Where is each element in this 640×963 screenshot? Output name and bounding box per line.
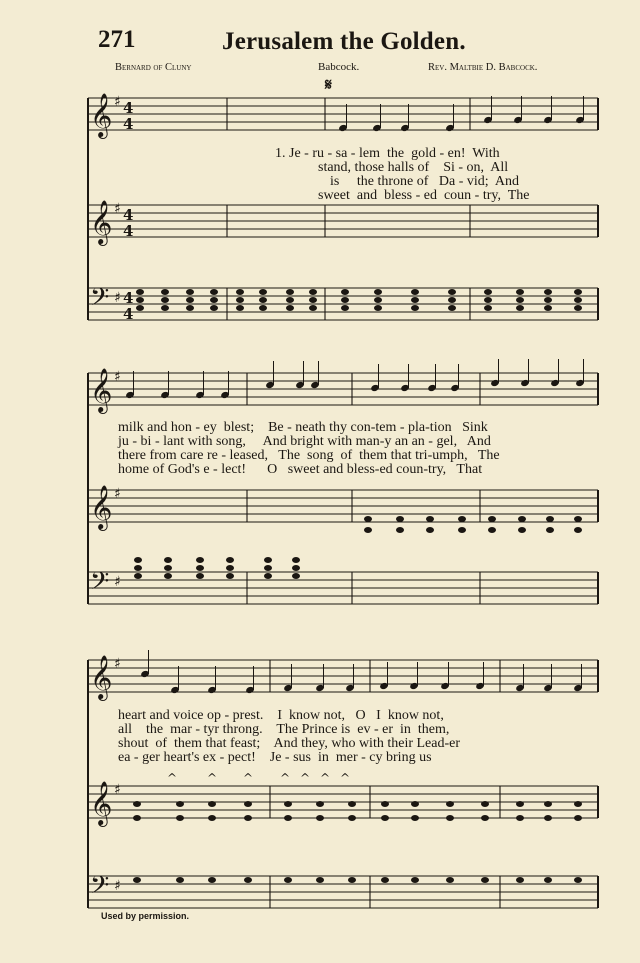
alto-note bbox=[208, 815, 216, 821]
chord-note bbox=[574, 289, 582, 295]
composer-credit: Rev. Maltbie D. Babcock. bbox=[428, 62, 538, 73]
alto-note bbox=[518, 527, 526, 533]
chord-note bbox=[259, 297, 267, 303]
chord-note bbox=[411, 305, 419, 311]
fermata-icon: ^ bbox=[320, 771, 331, 785]
alto-note bbox=[574, 815, 582, 821]
bass-note bbox=[208, 877, 216, 883]
chord-note bbox=[186, 305, 194, 311]
alto-note bbox=[348, 815, 356, 821]
lyric-line: home of God's e - lect! O sweet and bless-ed coun-try, That bbox=[118, 462, 483, 477]
chord-note bbox=[341, 305, 349, 311]
sharp-icon: ♯ bbox=[114, 878, 121, 894]
alto-note bbox=[316, 801, 324, 807]
alto-note bbox=[446, 801, 454, 807]
alto-note bbox=[284, 801, 292, 807]
sharp-icon: ♯ bbox=[114, 486, 121, 502]
alto-note bbox=[516, 815, 524, 821]
fermata-icon: ^ bbox=[207, 771, 218, 785]
bass-note bbox=[446, 877, 454, 883]
lyric-line: milk and hon - ey blest; Be - neath thy con-tem - pla-tion Sink bbox=[118, 420, 488, 435]
alto-note bbox=[446, 815, 454, 821]
time-signature: 4 bbox=[123, 289, 134, 307]
lyric-line: heart and voice op - prest. I know not, O I know not, bbox=[118, 708, 444, 723]
alto-note bbox=[426, 516, 434, 522]
bass-note bbox=[411, 877, 419, 883]
treble-clef-icon: 𝄞 bbox=[90, 93, 113, 137]
chord-note bbox=[309, 305, 317, 311]
treble-clef-icon: 𝄞 bbox=[90, 200, 113, 244]
chord-note bbox=[161, 305, 169, 311]
sharp-icon: ♯ bbox=[114, 290, 121, 306]
tune-name: Babcock. bbox=[318, 61, 360, 73]
author-credit: Bernard of Cluny bbox=[115, 62, 192, 73]
alto-note bbox=[458, 516, 466, 522]
bass-note bbox=[516, 877, 524, 883]
chord-note bbox=[544, 297, 552, 303]
chord-note bbox=[309, 297, 317, 303]
chord-note bbox=[286, 305, 294, 311]
lyric-line: is the throne of Da - vid; And bbox=[330, 174, 519, 189]
time-signature: 4 bbox=[123, 305, 134, 323]
chord-note bbox=[544, 289, 552, 295]
bass-note bbox=[481, 877, 489, 883]
chord-note bbox=[164, 565, 172, 571]
chord-note bbox=[341, 289, 349, 295]
chord-note bbox=[574, 305, 582, 311]
alto-note bbox=[544, 801, 552, 807]
chord-note bbox=[292, 557, 300, 563]
chord-note bbox=[286, 289, 294, 295]
chord-note bbox=[264, 573, 272, 579]
permission-note: Used by permission. bbox=[101, 911, 190, 921]
fermata-icon: ^ bbox=[340, 771, 351, 785]
chord-note bbox=[448, 289, 456, 295]
chord-note bbox=[226, 573, 234, 579]
alto-note bbox=[208, 801, 216, 807]
alto-note bbox=[284, 815, 292, 821]
bass-note bbox=[316, 877, 324, 883]
alto-note bbox=[574, 801, 582, 807]
chord-note bbox=[309, 289, 317, 295]
bass-note bbox=[284, 877, 292, 883]
alto-note bbox=[426, 527, 434, 533]
bass-clef-icon: 𝄢 bbox=[90, 871, 110, 906]
treble-clef-icon: 𝄞 bbox=[90, 485, 113, 529]
fermata-icon: ^ bbox=[280, 771, 291, 785]
chord-note bbox=[259, 305, 267, 311]
time-signature: 4 bbox=[123, 115, 134, 133]
chord-note bbox=[236, 305, 244, 311]
chord-note bbox=[236, 297, 244, 303]
alto-note bbox=[133, 801, 141, 807]
alto-note bbox=[544, 815, 552, 821]
bass-note bbox=[348, 877, 356, 883]
chord-note bbox=[236, 289, 244, 295]
chord-note bbox=[574, 297, 582, 303]
chord-note bbox=[134, 573, 142, 579]
chord-note bbox=[411, 297, 419, 303]
chord-note bbox=[136, 297, 144, 303]
bass-clef-icon: 𝄢 bbox=[90, 567, 110, 602]
time-signature: 4 bbox=[123, 222, 134, 240]
time-signature: 4 bbox=[123, 99, 134, 117]
lyric-line: shout of them that feast; And they, who with their Lead-er bbox=[118, 736, 461, 751]
chord-note bbox=[374, 289, 382, 295]
chord-note bbox=[161, 297, 169, 303]
treble-clef-icon: 𝄞 bbox=[90, 368, 113, 412]
alto-note bbox=[348, 801, 356, 807]
chord-note bbox=[196, 565, 204, 571]
alto-note bbox=[381, 815, 389, 821]
treble-clef-icon: 𝄞 bbox=[90, 655, 113, 699]
alto-note bbox=[133, 815, 141, 821]
alto-note bbox=[488, 516, 496, 522]
sharp-icon: ♯ bbox=[114, 94, 121, 110]
sharp-icon: ♯ bbox=[114, 574, 121, 590]
alto-note bbox=[396, 516, 404, 522]
alto-note bbox=[411, 815, 419, 821]
alto-note bbox=[481, 815, 489, 821]
time-signature: 4 bbox=[123, 206, 134, 224]
chord-note bbox=[292, 565, 300, 571]
chord-note bbox=[196, 573, 204, 579]
fermata-icon: ^ bbox=[167, 771, 178, 785]
alto-note bbox=[316, 815, 324, 821]
segno-icon: 𝄋 bbox=[325, 75, 332, 94]
chord-note bbox=[186, 289, 194, 295]
chord-note bbox=[210, 297, 218, 303]
lyric-line: stand, those halls of Si - on, All bbox=[318, 160, 509, 175]
lyric-line: there from care re - leased, The song of them that tri-umph, The bbox=[118, 448, 500, 463]
chord-note bbox=[544, 305, 552, 311]
chord-note bbox=[286, 297, 294, 303]
chord-note bbox=[134, 557, 142, 563]
bass-note bbox=[574, 877, 582, 883]
alto-note bbox=[381, 801, 389, 807]
alto-note bbox=[396, 527, 404, 533]
bass-clef-icon: 𝄢 bbox=[90, 283, 110, 318]
chord-note bbox=[516, 305, 524, 311]
bass-note bbox=[133, 877, 141, 883]
alto-note bbox=[364, 516, 372, 522]
alto-note bbox=[488, 527, 496, 533]
alto-note bbox=[176, 815, 184, 821]
chord-note bbox=[136, 289, 144, 295]
chord-note bbox=[516, 297, 524, 303]
alto-note bbox=[574, 527, 582, 533]
chord-note bbox=[161, 289, 169, 295]
alto-note bbox=[364, 527, 372, 533]
chord-note bbox=[164, 557, 172, 563]
chord-note bbox=[448, 305, 456, 311]
alto-note bbox=[244, 815, 252, 821]
lyric-line: ea - ger heart's ex - pect! Je - sus in mer - cy bring us bbox=[118, 750, 432, 765]
bass-note bbox=[244, 877, 252, 883]
bass-note bbox=[176, 877, 184, 883]
lyric-line: ju - bi - lant with song, And bright with man-y an an - gel, And bbox=[118, 434, 491, 449]
chord-note bbox=[226, 565, 234, 571]
hymn-title: Jerusalem the Golden. bbox=[222, 28, 466, 55]
hymn-number: 271 bbox=[98, 26, 136, 53]
chord-note bbox=[210, 305, 218, 311]
alto-note bbox=[176, 801, 184, 807]
alto-note bbox=[458, 527, 466, 533]
alto-note bbox=[481, 801, 489, 807]
lyric-line: 1. Je - ru - sa - lem the gold - en! With bbox=[275, 146, 500, 161]
alto-note bbox=[518, 516, 526, 522]
chord-note bbox=[264, 557, 272, 563]
chord-note bbox=[484, 289, 492, 295]
chord-note bbox=[516, 289, 524, 295]
sharp-icon: ♯ bbox=[114, 782, 121, 798]
lyric-line: sweet and bless - ed coun - try, The bbox=[318, 188, 530, 203]
chord-note bbox=[374, 297, 382, 303]
chord-note bbox=[259, 289, 267, 295]
alto-note bbox=[574, 516, 582, 522]
bass-note bbox=[544, 877, 552, 883]
alto-note bbox=[411, 801, 419, 807]
chord-note bbox=[210, 289, 218, 295]
treble-clef-icon: 𝄞 bbox=[90, 781, 113, 825]
chord-note bbox=[226, 557, 234, 563]
chord-note bbox=[292, 573, 300, 579]
alto-note bbox=[546, 516, 554, 522]
sharp-icon: ♯ bbox=[114, 369, 121, 385]
chord-note bbox=[264, 565, 272, 571]
chord-note bbox=[374, 305, 382, 311]
chord-note bbox=[136, 305, 144, 311]
chord-note bbox=[186, 297, 194, 303]
fermata-icon: ^ bbox=[300, 771, 311, 785]
chord-note bbox=[484, 297, 492, 303]
chord-note bbox=[134, 565, 142, 571]
chord-note bbox=[164, 573, 172, 579]
sharp-icon: ♯ bbox=[114, 656, 121, 672]
chord-note bbox=[448, 297, 456, 303]
alto-note bbox=[244, 801, 252, 807]
alto-note bbox=[546, 527, 554, 533]
lyric-line: all the mar - tyr throng. The Prince is ev - er in them, bbox=[118, 722, 450, 737]
bass-note bbox=[381, 877, 389, 883]
chord-note bbox=[196, 557, 204, 563]
fermata-icon: ^ bbox=[243, 771, 254, 785]
alto-note bbox=[516, 801, 524, 807]
chord-note bbox=[341, 297, 349, 303]
sharp-icon: ♯ bbox=[114, 201, 121, 217]
chord-note bbox=[411, 289, 419, 295]
chord-note bbox=[484, 305, 492, 311]
